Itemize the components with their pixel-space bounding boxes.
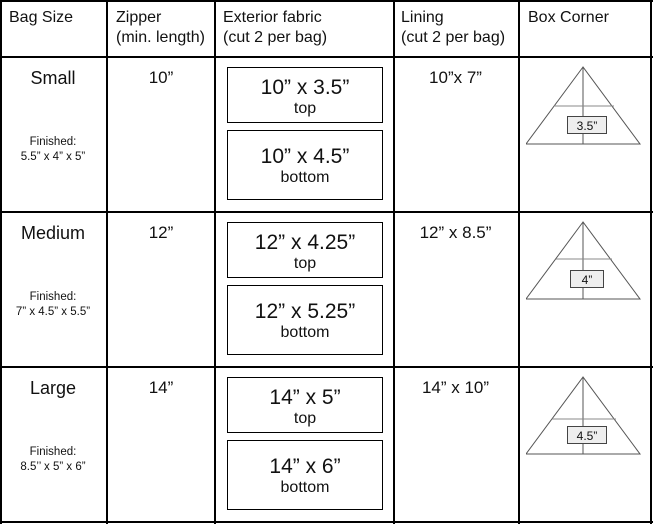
corner-size-label: 3.5” — [567, 116, 607, 134]
header-box-corner: Box Corner — [528, 9, 609, 26]
fabric-position: top — [293, 100, 317, 117]
finished-value: 5.5” x 4” x 5” — [20, 151, 86, 163]
box-corner-diagram — [526, 374, 648, 498]
size-name: Small — [30, 68, 76, 88]
fabric-dims: 12” x 4.25” — [254, 231, 356, 254]
header-bag-size: Bag Size — [9, 9, 74, 26]
lining-dims: 12” x 8.5” — [419, 223, 492, 242]
column-divider — [214, 0, 216, 524]
header-fabric-line2: (cut 2 per bag) — [223, 29, 328, 46]
header-lining-line2: (cut 2 per bag) — [401, 29, 506, 46]
table-border-right — [650, 0, 652, 524]
header-lining — [401, 8, 505, 48]
corner-size-label: 4” — [570, 270, 604, 288]
box-corner-diagram — [526, 219, 648, 343]
fabric-dims: 10” x 4.5” — [260, 145, 350, 168]
lining-dims: 10”x 7” — [429, 68, 482, 87]
row-divider — [0, 211, 653, 213]
zipper-length: 10” — [148, 68, 174, 87]
fabric-position: bottom — [280, 169, 330, 186]
header-zipper — [116, 8, 205, 48]
fabric-position: top — [293, 255, 317, 272]
lining-dims: 14” x 10” — [421, 378, 490, 397]
fabric-dims: 14” x 5” — [269, 386, 341, 409]
finished-label: Finished: — [29, 446, 77, 458]
zipper-length: 12” — [148, 223, 174, 242]
fabric-position: bottom — [280, 479, 330, 496]
fabric-dims: 14” x 6” — [269, 455, 341, 478]
box-corner-diagram — [526, 64, 648, 188]
fabric-piece-bottom — [227, 440, 383, 510]
header-fabric-line1: Exterior fabric — [223, 9, 322, 26]
table-border-bottom — [0, 521, 653, 523]
finished-value: 8.5’’ x 5” x 6” — [20, 461, 86, 473]
size-name: Large — [29, 378, 77, 398]
header-zipper-line2: (min. length) — [116, 29, 205, 46]
fabric-piece-bottom — [227, 130, 383, 200]
fabric-piece-bottom — [227, 285, 383, 355]
finished-dims — [0, 445, 106, 475]
fabric-piece-top — [227, 377, 383, 433]
finished-value: 7” x 4.5” x 5.5” — [15, 306, 91, 318]
finished-dims — [0, 290, 106, 320]
fabric-position: bottom — [280, 324, 330, 341]
fabric-piece-top — [227, 222, 383, 278]
column-divider — [518, 0, 520, 524]
finished-label: Finished: — [29, 291, 77, 303]
fabric-piece-top — [227, 67, 383, 123]
finished-label: Finished: — [29, 136, 77, 148]
row-divider — [0, 366, 653, 368]
header-lining-line1: Lining — [401, 9, 444, 26]
corner-size-label: 4.5” — [567, 426, 607, 444]
fabric-position: top — [293, 410, 317, 427]
header-divider — [0, 56, 653, 58]
size-name: Medium — [20, 223, 86, 243]
zipper-length: 14” — [148, 378, 174, 397]
table-border-top — [0, 0, 653, 2]
fabric-dims: 12” x 5.25” — [254, 300, 356, 323]
header-zipper-line1: Zipper — [116, 9, 162, 26]
header-exterior-fabric — [223, 8, 327, 48]
finished-dims — [0, 135, 106, 165]
fabric-dims: 10” x 3.5” — [260, 76, 350, 99]
